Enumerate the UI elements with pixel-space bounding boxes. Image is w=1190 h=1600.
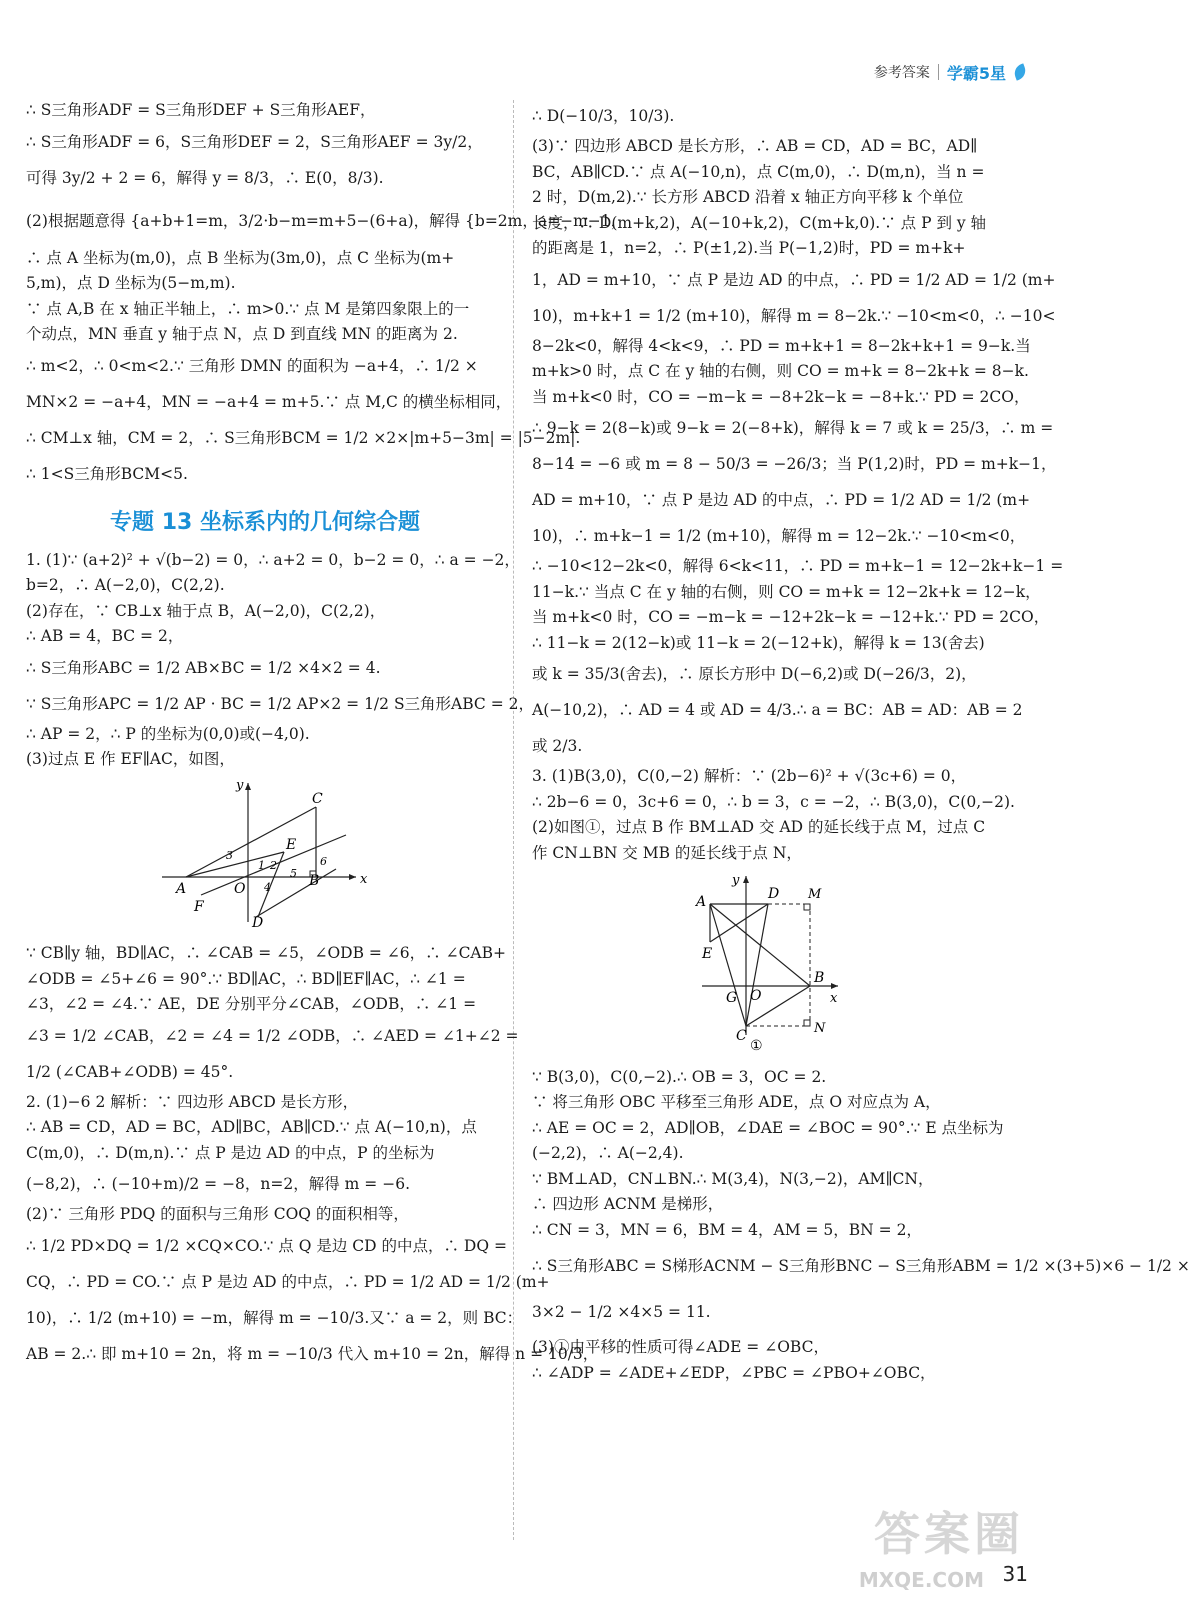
text-line: ∴ AP = 2，∴ P 的坐标为(0,0)或(−4,0). xyxy=(26,724,310,743)
label-d: D xyxy=(768,886,780,902)
watermark: 答案圈 xyxy=(874,1507,1024,1561)
text-line: 或 k = 35/3(舍去)，∴ 原长方形中 D(−6,2)或 D(−26/3，2)， xyxy=(532,665,977,683)
label-n: N xyxy=(814,1021,826,1036)
label-y: y xyxy=(732,873,740,888)
watermark-url: MXQE.COM xyxy=(858,1568,984,1592)
text-line: ∴ 9−k = 2(8−k)或 9−k = 2(−8+k)，解得 k = 7 或 k = 25/3，∴ m = xyxy=(532,419,1054,437)
geometry-diagram-1 xyxy=(26,777,504,931)
page-number: 31 xyxy=(1002,1562,1028,1586)
text-line: 当 m+k<0 时，CO = −m−k = −12+2k−k = −12+k.∵ PD = 2CO， xyxy=(532,608,1050,626)
figure-1 xyxy=(532,870,1032,1059)
text-line: ∴ ∠ADP = ∠ADE+∠EDP，∠PBC = ∠PBO+∠OBC， xyxy=(532,1363,936,1382)
text-line: 1/2 (∠CAB+∠ODB) = 45°. xyxy=(26,1062,234,1081)
text-line: ∵ CB∥y 轴，BD∥AC，∴ ∠CAB = ∠5，∠ODB = ∠6，∴ ∠CAB+ xyxy=(26,944,507,962)
text-line: 长度，∴ D(m+k,2)，A(−10+k,2)，C(m+k,0).∵ 点 P 到 y 轴 xyxy=(532,213,987,232)
text-line: A(−10,2)，∴ AD = 4 或 AD = 4/3.∴ a = BC：AB = AD：AB = 2 xyxy=(532,701,1023,719)
label-g: G xyxy=(726,990,738,1006)
text-line: 1. (1)∵ (a+2)² + √(b−2) = 0，∴ a+2 = 0，b−2 = 0，∴ a = −2， xyxy=(26,550,520,569)
label-angle-2: 2 xyxy=(270,858,277,872)
text-line: ∴ 1/2 PD×DQ = 1/2 ×CQ×CO.∵ 点 Q 是边 CD 的中点，∴ DQ = xyxy=(26,1236,507,1255)
y-axis-arrow xyxy=(245,783,251,790)
text-line: 8−2k<0，解得 4<k<9，∴ PD = m+k+1 = 8−2k+k+1 = 9−k.当 xyxy=(532,336,1031,355)
text-line: C(m,0)，∴ D(m,n).∵ 点 P 是边 AD 的中点，P 的坐标为 xyxy=(26,1143,435,1162)
text-line: 10)，m+k+1 = 1/2 (m+10)，解得 m = 8−2k.∵ −10<m<0，∴ −10< xyxy=(532,306,1056,325)
text-line: 个动点，MN 垂直 y 轴于点 N，点 D 到直线 MN 的距离为 2. xyxy=(26,325,458,343)
text-line: 当 m+k<0 时，CO = −m−k = −8+2k−k = −8+k.∵ PD = 2CO， xyxy=(532,387,1030,406)
text-line: ∴ m<2，∴ 0<m<2.∵ 三角形 DMN 的面积为 −a+4，∴ 1/2 × xyxy=(26,356,478,375)
text-line: 11−k.∵ 当点 C 在 y 轴的右侧，则 CO = m+k = 12−2k+k = 12−k， xyxy=(532,582,1041,601)
text-line: (2)∵ 三角形 PDQ 的面积与三角形 COQ 的面积相等， xyxy=(26,1205,409,1223)
label-a: A xyxy=(696,894,707,910)
segment-ed xyxy=(710,904,768,942)
text-line: BC，AB∥CD.∵ 点 A(−10,n)，点 C(m,0)，∴ D(m,n)，当 n = xyxy=(532,162,985,181)
text-line: ∴ 四边形 ACNM 是梯形， xyxy=(532,1195,724,1213)
text-line: ∴ S三角形ADF = 6，S三角形DEF = 2，S三角形AEF = 3y/2， xyxy=(26,132,483,151)
text-line: 3×2 − 1/2 ×4×5 = 11. xyxy=(532,1303,711,1321)
label-b: B xyxy=(814,970,825,986)
text-line: ∠3，∠2 = ∠4.∵ AE，DE 分别平分∠CAB，∠ODB，∴ ∠1 = xyxy=(26,995,477,1013)
text-line: ∴ 1<S三角形BCM<5. xyxy=(26,464,188,483)
label-angle-3: 3 xyxy=(226,848,233,862)
text-line: ∵ 点 A,B 在 x 轴正半轴上，∴ m>0.∵ 点 M 是第四象限上的一 xyxy=(26,299,470,318)
text-line: (3)∵ 四边形 ABCD 是长方形，∴ AB = CD，AD = BC，AD∥ xyxy=(532,137,978,155)
label-f: F xyxy=(194,898,204,915)
text-line: (−2,2)，∴ A(−2,4). xyxy=(532,1144,684,1162)
brand-leaf-icon xyxy=(1012,63,1028,80)
text-line: ∠3 = 1/2 ∠CAB，∠2 = ∠4 = 1/2 ∠ODB，∴ ∠AED = ∠1+∠2 = xyxy=(26,1026,519,1045)
text-line: 的距离是 1，n=2，∴ P(±1,2).当 P(−1,2)时，PD = m+k+ xyxy=(532,239,966,257)
text-line: b=2，∴ A(−2,0)，C(2,2). xyxy=(26,576,225,594)
text-line: (2)如图①，过点 B 作 BM⊥AD 交 AD 的延长线于点 M，过点 C xyxy=(532,818,986,836)
text-line: 8−14 = −6 或 m = 8 − 50/3 = −26/3；当 P(1,2)时，PD = m+k−1， xyxy=(532,455,1057,473)
text-line: ∴ S三角形ABC = S梯形ACNM − S三角形BNC − S三角形ABM = 1/2 ×(3+5)×6 − 1/2 × xyxy=(532,1257,1190,1275)
label-b: B xyxy=(309,872,320,889)
text-line: 3. (1)B(3,0)，C(0,−2) 解析：∵ (2b−6)² + √(3c+6) = 0， xyxy=(532,767,967,785)
label-m: M xyxy=(808,887,822,902)
text-line: ∴ S三角形ABC = 1/2 AB×BC = 1/2 ×4×2 = 4. xyxy=(26,658,381,677)
text-line: 2 时，D(m,2).∵ 长方形 ABCD 沿着 x 轴正方向平移 k 个单位 xyxy=(532,188,964,206)
text-line: ∠ODB = ∠5+∠6 = 90°.∵ BD∥AC，∴ BD∥EF∥AC，∴ ∠1 = xyxy=(26,969,466,988)
label-d: D xyxy=(252,914,264,931)
text-line: (2)根据题意得 {a+b+1=m，3/2·b−m=m+5−(6+a)，解得 {b=2m，a=−m−1， xyxy=(26,211,627,230)
geometry-diagram-2 xyxy=(532,870,1032,1054)
header-ref-answer: 参考答案 xyxy=(873,65,930,81)
text-line: (3)①由平移的性质可得∠ADE = ∠OBC， xyxy=(532,1338,829,1356)
text-line: ∴ CN = 3，MN = 6，BM = 4，AM = 5，BN = 2， xyxy=(532,1220,922,1239)
text-line: ∴ S三角形ADF = S三角形DEF + S三角形AEF， xyxy=(26,101,376,119)
text-line: ∴ D(−10/3，10/3). xyxy=(532,107,675,125)
label-c: C xyxy=(736,1028,747,1044)
text-line: ∴ AB = CD，AD = BC，AD∥BC，AB∥CD.∵ 点 A(−10,n)，点 xyxy=(26,1118,477,1136)
text-line: (2)存在，∵ CB⊥x 轴于点 B，A(−2,0)，C(2,2)， xyxy=(26,601,386,620)
text-line: ∴ 11−k = 2(12−k)或 11−k = 2(−12+k)，解得 k = 13(舍去) xyxy=(532,633,985,652)
text-line: 或 2/3. xyxy=(532,737,583,755)
text-line: 10)，∴ 1/2 (m+10) = −m，解得 m = −10/3.又∵ a = 2，则 BC： xyxy=(26,1308,523,1327)
text-line: ∴ AE = OC = 2，AD∥OB，∠DAE = ∠BOC = 90°.∵ E 点坐标为 xyxy=(532,1118,1004,1137)
label-o: O xyxy=(750,988,762,1004)
x-axis-arrow xyxy=(831,983,838,989)
text-line: ∵ S三角形APC = 1/2 AP · BC = 1/2 AP×2 = 1/2 S三角形ABC = 2， xyxy=(26,694,534,713)
text-line: 作 CN⊥BN 交 MB 的延长线于点 N， xyxy=(532,843,802,862)
text-line: (3)过点 E 作 EF∥AC，如图， xyxy=(26,750,235,768)
figure-caption: ① xyxy=(750,1038,763,1054)
label-y: y xyxy=(236,777,244,793)
text-line: 可得 3y/2 + 2 = 6，解得 y = 8/3，∴ E(0，8/3). xyxy=(26,168,384,187)
label-angle-1: 1 xyxy=(258,858,265,872)
label-c: C xyxy=(312,790,323,807)
text-line: AB = 2.∴ 即 m+10 = 2n，将 m = −10/3 代入 m+10 = 2n，解得 n = 10/3， xyxy=(26,1344,599,1363)
right-angle-mark-m xyxy=(804,904,810,910)
text-line: ∵ 将三角形 OBC 平移至三角形 ADE，点 O 对应点为 A， xyxy=(532,1093,941,1111)
text-line: ∴ 2b−6 = 0，3c+6 = 0，∴ b = 3，c = −2，∴ B(3,0)，C(0,−2). xyxy=(532,792,1015,811)
header-separator xyxy=(938,64,939,80)
text-line: ∴ AB = 4，BC = 2， xyxy=(26,627,184,645)
label-x: x xyxy=(360,871,368,887)
right-column xyxy=(532,98,1190,1386)
section-title: 专题 13 坐标系内的几何综合题 xyxy=(110,509,420,535)
label-x: x xyxy=(830,991,838,1006)
text-line: AD = m+10，∵ 点 P 是边 AD 的中点，∴ PD = 1/2 AD = 1/2 (m+ xyxy=(532,491,1031,509)
text-line: 1，AD = m+10，∵ 点 P 是边 AD 的中点，∴ PD = 1/2 AD = 1/2 (m+ xyxy=(532,270,1056,289)
segment-dc xyxy=(746,904,768,1026)
x-axis-arrow xyxy=(349,874,356,880)
label-angle-5: 5 xyxy=(290,866,297,880)
text-line: ∴ CM⊥x 轴，CM = 2，∴ S三角形BCM = 1/2 ×2×|m+5−3m| = |5−2m|. xyxy=(26,428,581,447)
text-line: MN×2 = −a+4，MN = −a+4 = m+5.∵ 点 M,C 的横坐标相同， xyxy=(26,392,512,411)
text-line: 5,m)，点 D 坐标为(5−m,m). xyxy=(26,274,236,292)
label-angle-6: 6 xyxy=(320,854,327,868)
text-line: 10)，∴ m+k−1 = 1/2 (m+10)，解得 m = 12−2k.∵ −10<m<0， xyxy=(532,527,1026,545)
figure-ef-parallel-ac xyxy=(26,777,504,936)
text-line: ∵ BM⊥AD，CN⊥BN.∴ M(3,4)，N(3,−2)，AM∥CN， xyxy=(532,1169,934,1188)
text-line: ∴ 点 A 坐标为(m,0)，点 B 坐标为(3m,0)，点 C 坐标为(m+ xyxy=(26,248,455,267)
label-angle-4: 4 xyxy=(264,880,271,894)
text-line: m+k>0 时，点 C 在 y 轴的右侧，则 CO = m+k = 8−2k+k = 8−k. xyxy=(532,362,1029,380)
text-line: CQ，∴ PD = CO.∵ 点 P 是边 AD 的中点，∴ PD = 1/2 AD = 1/2 (m+ xyxy=(26,1272,550,1291)
right-angle-mark-n xyxy=(804,1020,810,1026)
page-header xyxy=(874,58,1026,86)
text-line: (−8,2)，∴ (−10+m)/2 = −8，n=2，解得 m = −6. xyxy=(26,1175,410,1193)
header-brand: 学霸5星 xyxy=(946,63,1006,83)
text-line: ∴ −10<12−2k<0，解得 6<k<11，∴ PD = m+k−1 = 12−2k+k−1 = xyxy=(532,557,1064,575)
label-e: E xyxy=(702,946,713,962)
label-e: E xyxy=(286,836,297,853)
text-line: 2. (1)−6 2 解析：∵ 四边形 ABCD 是长方形， xyxy=(26,1092,359,1111)
label-a: A xyxy=(176,880,187,897)
label-o: O xyxy=(234,880,246,897)
text-line: ∵ B(3,0)，C(0,−2).∴ OB = 3，OC = 2. xyxy=(532,1067,827,1086)
y-axis-arrow xyxy=(743,876,749,883)
